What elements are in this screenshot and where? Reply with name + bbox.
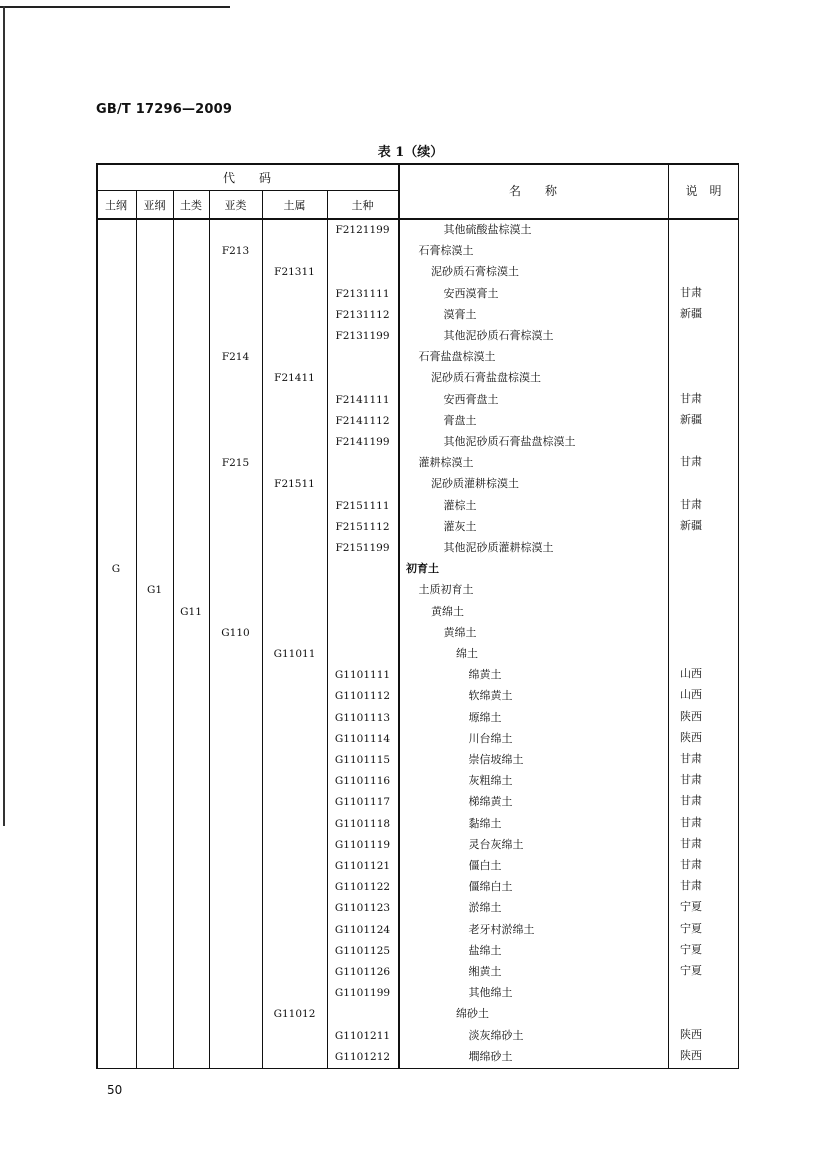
row-code: G1101112 [334, 690, 391, 703]
row-code: G11011 [273, 648, 316, 660]
row-code: G1101115 [334, 754, 391, 766]
row-code: G [111, 563, 121, 576]
row-code: F2151199 [335, 542, 390, 554]
row-code: G1101212 [334, 1050, 391, 1063]
row-code: G110 [221, 626, 250, 639]
row-code: G1101211 [334, 1029, 391, 1042]
row-code: F2151111 [335, 499, 390, 512]
row-code: F2141112 [335, 414, 390, 427]
col-header-family: 土属 [283, 199, 306, 212]
soil-classification-table [96, 163, 739, 1069]
row-code: G1101118 [334, 817, 391, 830]
table-border-left [96, 163, 98, 1069]
row-code: G1101125 [334, 944, 391, 957]
col-header-group: 土类 [180, 199, 202, 212]
row-code: G1101113 [334, 711, 391, 724]
row-name: 川台绵土 [468, 731, 513, 745]
row-code: G1101122 [334, 881, 391, 894]
row-name: 石膏盐盘棕漠土 [418, 350, 496, 364]
row-note: 甘肃 [680, 858, 702, 871]
row-code: F2131111 [335, 287, 390, 300]
row-name: 泥砂质石膏棕漠土 [431, 265, 519, 279]
row-code: G1101111 [334, 669, 391, 682]
row-code: F2141111 [335, 393, 390, 406]
table-caption: 表 1（续） [377, 145, 444, 160]
code-group-header: 代 码 [222, 171, 271, 185]
row-name: 其他绵土 [468, 986, 513, 1000]
row-name: 淡灰绵砂土 [468, 1028, 524, 1042]
row-name: 漠膏土 [443, 307, 477, 321]
row-name: 其他硫酸盐棕漠土 [443, 223, 532, 236]
row-name: 黏绵土 [468, 816, 502, 830]
row-note: 甘肃 [680, 794, 702, 808]
row-note: 甘肃 [680, 773, 702, 787]
name-header: 名 称 [508, 184, 557, 198]
row-code: F2131199 [335, 330, 390, 342]
row-name: 梯绵黄土 [468, 795, 513, 809]
page-number: 50 [107, 1083, 123, 1097]
row-note: 甘肃 [680, 455, 702, 469]
row-note: 甘肃 [680, 836, 702, 850]
table-border-bottom [96, 1068, 739, 1070]
row-note: 甘肃 [680, 497, 702, 511]
row-code: G11012 [273, 1008, 316, 1021]
row-note: 宁夏 [680, 942, 702, 956]
row-name: 泥砂质灌耕棕漠土 [431, 477, 519, 491]
row-code: F21411 [274, 372, 315, 385]
row-name: 膏盘土 [443, 413, 477, 427]
row-name: 塬绵土 [468, 710, 502, 724]
column-divider [136, 190, 137, 1069]
row-note: 山西 [680, 688, 702, 702]
row-name: 安西漠膏土 [443, 286, 499, 300]
row-name: 软绵黄土 [468, 689, 513, 703]
row-code: F2131112 [335, 308, 390, 321]
row-name: 其他泥砂质石膏盐盘棕漠土 [443, 435, 576, 448]
code-group-underline [96, 190, 398, 191]
col-header-suborder: 亚纲 [143, 199, 166, 212]
row-name: 灰粗绵土 [468, 774, 513, 788]
row-code: F2121199 [335, 224, 390, 236]
row-note: 甘肃 [680, 879, 702, 893]
row-code: G1101116 [334, 775, 391, 788]
row-name: 黄绵土 [443, 625, 477, 639]
row-code: G1101121 [334, 860, 391, 872]
note-column-divider [668, 163, 669, 1069]
col-header-series: 土种 [351, 199, 374, 212]
row-note: 新疆 [680, 412, 702, 426]
row-name: 灵台灰绵土 [468, 837, 524, 851]
row-code: F21311 [274, 266, 315, 279]
row-name: 黄绵土 [431, 604, 464, 618]
row-name: 土质初育土 [418, 583, 474, 597]
column-divider [209, 190, 210, 1069]
row-name: 灌耕棕漠土 [418, 456, 474, 470]
row-name: 安西膏盘土 [443, 392, 499, 406]
row-code: F2141199 [335, 436, 390, 448]
row-code: G1101124 [334, 923, 391, 936]
row-code: G1 [146, 584, 163, 597]
row-note: 陕西 [680, 1048, 702, 1062]
scan-edge-top [0, 6, 230, 8]
row-name: 绵砂土 [456, 1007, 489, 1021]
column-divider [173, 190, 174, 1069]
col-header-subgroup: 亚类 [224, 199, 247, 212]
row-name: 绵土 [456, 647, 478, 660]
note-header: 说 明 [685, 184, 722, 198]
row-name: 盐绵土 [468, 943, 502, 957]
row-note: 甘肃 [680, 391, 702, 405]
row-code: G1101126 [334, 966, 391, 978]
row-code: F2151112 [335, 520, 390, 533]
row-name: 其他泥砂质石膏棕漠土 [443, 329, 554, 342]
row-note: 宁夏 [680, 964, 702, 977]
row-code: F215 [221, 457, 250, 470]
row-code: G1101123 [334, 902, 391, 915]
row-name: 墹绵砂土 [468, 1049, 513, 1063]
row-name: 崇信坡绵土 [468, 753, 524, 766]
row-note: 山西 [680, 667, 702, 681]
row-name: 老牙村淤绵土 [468, 922, 535, 936]
row-code: F214 [221, 351, 250, 364]
row-name: 灌灰土 [443, 519, 477, 533]
column-divider [262, 190, 263, 1069]
row-note: 陕西 [680, 730, 702, 744]
row-code: G1101199 [334, 987, 391, 1000]
row-name: 淤绵土 [468, 901, 502, 915]
row-note: 陕西 [680, 709, 702, 723]
row-note: 甘肃 [680, 815, 702, 829]
row-note: 新疆 [680, 518, 702, 532]
row-name: 石膏棕漠土 [418, 244, 474, 258]
row-note: 陕西 [680, 1027, 702, 1041]
row-note: 宁夏 [680, 900, 702, 914]
row-note: 新疆 [680, 306, 702, 320]
name-column-divider [398, 163, 400, 1069]
row-name: 绵黄土 [468, 668, 502, 682]
row-code: G1101117 [334, 796, 391, 809]
scan-edge-left [3, 6, 5, 826]
row-code: G11 [180, 605, 202, 618]
column-divider [327, 190, 328, 1069]
row-note: 宁夏 [680, 921, 702, 935]
row-name: 僵绵白土 [468, 880, 513, 894]
row-name: 其他泥砂质灌耕棕漠土 [443, 541, 554, 554]
row-note: 甘肃 [680, 285, 702, 299]
table-border-right [738, 163, 740, 1069]
table-border-top [96, 163, 739, 165]
row-code: G1101114 [334, 732, 391, 745]
row-code: F21511 [274, 478, 315, 491]
row-name: 泥砂质石膏盐盘棕漠土 [431, 371, 541, 385]
row-note: 甘肃 [680, 752, 702, 765]
row-name: 僵白土 [468, 859, 502, 872]
row-code: G1101119 [334, 838, 391, 851]
standard-code: GB/T 17296—2009 [96, 102, 233, 117]
row-name: 初育土 [406, 562, 439, 576]
header-bottom-rule [96, 218, 739, 220]
row-code: F213 [221, 245, 250, 258]
row-name: 缃黄土 [468, 965, 502, 978]
col-header-order: 土纲 [105, 199, 127, 212]
row-name: 灌棕土 [443, 498, 477, 512]
